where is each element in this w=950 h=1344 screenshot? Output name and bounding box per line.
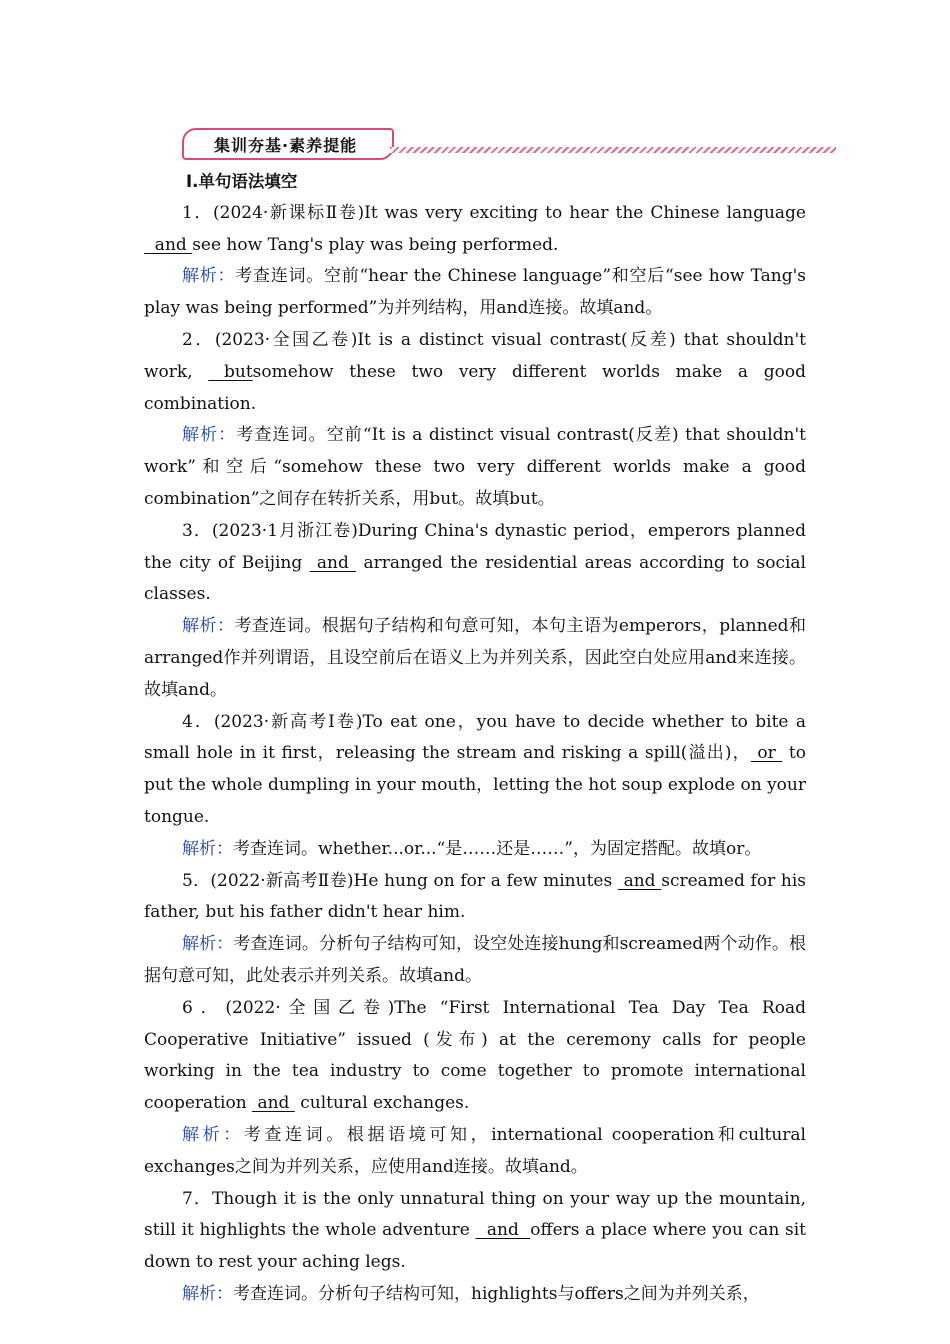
analysis-5: 解析：考查连词。分析句子结构可知，设空处连接hung和screamed两个动作。根据句意可知，此处表示并列关系。故填and。 [144, 934, 807, 986]
banner-title: 集训夯基·素养提能 [214, 136, 358, 155]
question-2: 2．(2023·全国乙卷)It is a distinct visual contrast(反差) that shouldn't work, butsomehow these two very different worlds make a good combination. [144, 329, 806, 414]
analysis-label: 解析： [182, 1124, 244, 1145]
question-3: 3．(2023·1月浙江卷)During China's dynastic period，emperors planned the city of Beijing and arranged the residential areas according to social classes. [144, 520, 806, 605]
question-4: 4．(2023·新高考Ⅰ卷)To eat one，you have to decide whether to bite a small hole in it first，releasing the stream and risking a spill(溢出)， or to put the whole dumpling in your mouth，letting the hot soup explode on your tongue. [144, 711, 806, 827]
answer-blank: and [309, 552, 357, 573]
analysis-label: 解析： [182, 425, 237, 446]
analysis-6: 解析：考查连词。根据语境可知，international cooperation和cultural exchanges之间为并列关系，应使用and连接。故填and。 [144, 1124, 806, 1177]
analysis-label: 解析： [182, 616, 235, 637]
analysis-2: 解析：考查连词。空前“It is a distinct visual contrast(反差) that shouldn't work”和空后“somehow these two very different worlds make a good combination”之间存在转折关系，用but。故填but。 [144, 425, 806, 509]
analysis-label: 解析： [182, 1283, 233, 1304]
analysis-label: 解析： [182, 934, 234, 955]
answer-blank: or [750, 743, 783, 764]
answer-blank: but [208, 361, 253, 382]
section-heading: Ⅰ.单句语法填空 [186, 172, 298, 191]
answer-blank: and [252, 1093, 295, 1114]
answer-blank: and [617, 870, 662, 891]
document-body [144, 166, 806, 1311]
answer-blank: and [144, 234, 193, 255]
question-1: 1．(2024·新课标Ⅱ卷)It was very exciting to hear the Chinese language and see how Tang's play was being performed. [144, 202, 806, 255]
analysis-label: 解析： [182, 838, 233, 859]
question-7: 7．Though it is the only unnatural thing on your way up the mountain, still it highlights the whole adventure and offers a place where you can sit down to rest your aching legs. [144, 1188, 806, 1273]
analysis-label: 解析： [182, 266, 236, 287]
analysis-4: 解析：考查连词。whether...or...“是……还是……”，为固定搭配。故填or。 [182, 838, 762, 859]
section-banner [178, 126, 838, 162]
question-6: 6．(2022·全国乙卷)The “First International Tea Day Tea Road Cooperative Initiative” issued (发布) at the ceremony calls for people working in the tea industry to come together to promote international cooperation and cultural exchanges. [144, 997, 806, 1114]
banner-frame [182, 128, 394, 160]
analysis-7: 解析：考查连词。分析句子结构可知，highlights与offers之间为并列关系， [182, 1283, 760, 1304]
banner-stripe-decoration [390, 147, 836, 153]
answer-blank: and [475, 1220, 531, 1241]
analysis-3: 解析：考查连词。根据句子结构和句意可知，本句主语为emperors，planned和arranged作并列谓语，且设空前后在语义上为并列关系，因此空白处应用and来连接。故填and。 [144, 616, 806, 700]
analysis-1: 解析：考查连词。空前“hear the Chinese language”和空后“see how Tang's play was being performed”为并列结构，用and连接。故填and。 [144, 266, 806, 319]
question-5: 5．(2022·新高考Ⅱ卷)He hung on for a few minutes and screamed for his father, but his father didn't hear him. [144, 870, 806, 923]
